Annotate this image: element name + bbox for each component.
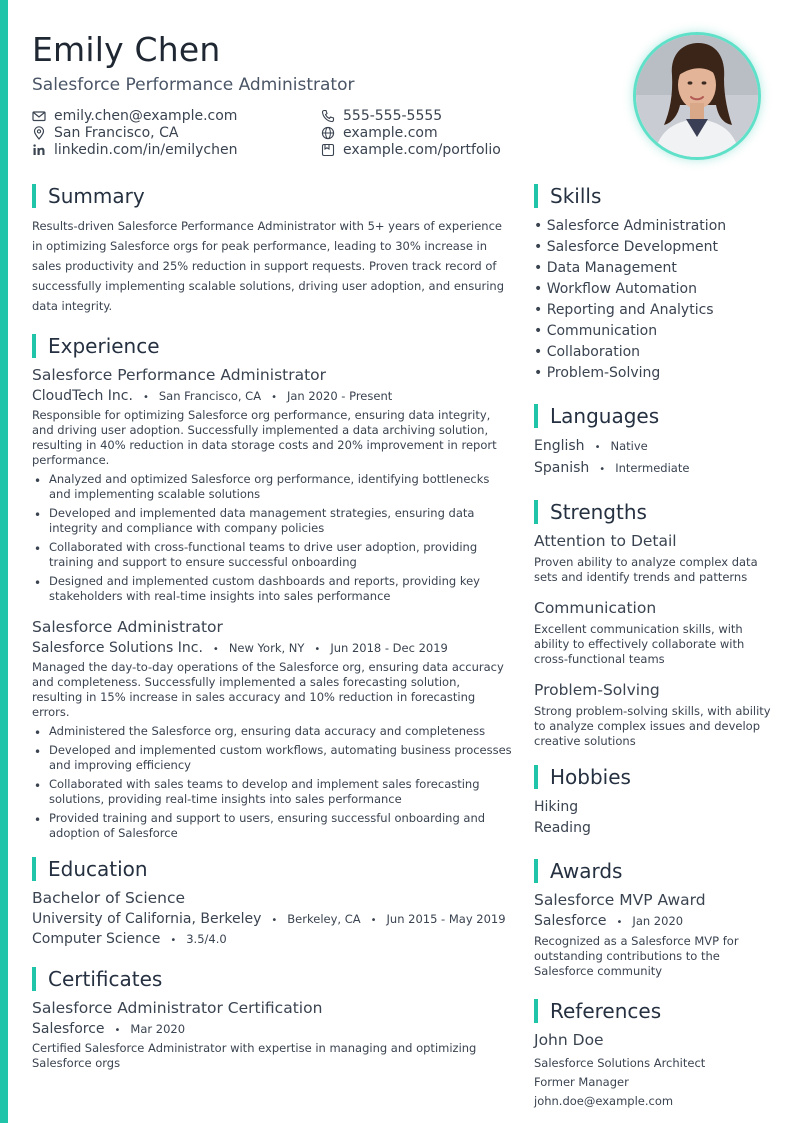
- separator-dot: •: [142, 392, 149, 403]
- strengths-section: [534, 500, 774, 749]
- separator-dot: •: [616, 917, 623, 928]
- award-meta: [534, 913, 774, 929]
- languages-heading: Languages: [534, 404, 774, 428]
- certificates-heading: Certificates: [32, 967, 512, 991]
- contact-website[interactable]: [321, 125, 438, 141]
- phone-text: 555-555-5555: [343, 108, 443, 124]
- job-company: Salesforce Solutions Inc.: [32, 640, 203, 656]
- gpa: 3.5/4.0: [186, 932, 227, 946]
- job-meta: [32, 640, 512, 656]
- language-level: Native: [610, 439, 648, 453]
- job-entry: [32, 366, 512, 604]
- separator-dot: •: [170, 935, 177, 946]
- portfolio-text: example.com/portfolio: [343, 142, 501, 158]
- skill-item: • Data Management: [534, 260, 677, 276]
- list-item: • Developed and implemented custom workflows, automating business processes and improving efficiency: [32, 743, 512, 773]
- email-text: emily.chen@example.com: [54, 108, 238, 124]
- skill-item: • Salesforce Administration: [534, 218, 727, 234]
- summary-section: [32, 184, 512, 316]
- languages-section: [534, 404, 774, 480]
- contact-portfolio[interactable]: [321, 142, 501, 158]
- strength-title: Attention to Detail: [534, 532, 677, 550]
- list-item: • Collaborated with cross-functional teams to drive user adoption, providing training and support to ensure successful onboarding: [32, 540, 512, 570]
- summary-heading: Summary: [32, 184, 512, 208]
- contact-linkedin[interactable]: [32, 142, 237, 158]
- left-column: [32, 184, 512, 1071]
- certificate-issuer: Salesforce: [32, 1021, 105, 1037]
- certificate-date: Mar 2020: [130, 1022, 186, 1036]
- profile-photo: [633, 32, 761, 160]
- website-text: example.com: [343, 125, 438, 141]
- reference-email[interactable]: john.doe@example.com: [534, 1094, 674, 1108]
- skill-item: • Workflow Automation: [534, 281, 697, 297]
- awards-heading: Awards: [534, 859, 774, 883]
- strength-text: Excellent communication skills, with ability to effectively collaborate with cross-functional teams: [534, 622, 745, 666]
- mail-icon: [32, 109, 46, 123]
- job-title: Salesforce Administrator: [32, 618, 223, 636]
- education-section: [32, 857, 512, 947]
- award-title: Salesforce MVP Award: [534, 891, 706, 909]
- list-item: • Provided training and support to users, ensuring successful onboarding and adoption of Salesforce: [32, 811, 512, 841]
- portrait-image: [636, 35, 758, 157]
- strength-title: Problem-Solving: [534, 681, 660, 699]
- skill-item: • Communication: [534, 323, 658, 339]
- list-item: • Collaborated with sales teams to develop and implement sales forecasting solutions, providing real-time insights into sales performance: [32, 777, 512, 807]
- job-description: Managed the day-to-day operations of the Salesforce org, ensuring data accuracy and completeness. Successfully implemented a sales forecasting solution, resulting in 15% increase in sales accuracy and 10% reduction in forecasting errors.: [32, 660, 504, 719]
- contact-location: [32, 125, 178, 141]
- hobby-item: Hiking: [534, 799, 579, 815]
- separator-dot: •: [271, 392, 277, 403]
- skill-item: • Reporting and Analytics: [534, 302, 714, 318]
- separator-dot: •: [599, 464, 606, 475]
- reference-name: John Doe: [534, 1031, 604, 1049]
- skills-list: [534, 216, 774, 384]
- language-level: Intermediate: [615, 461, 690, 475]
- separator-dot: •: [594, 442, 601, 453]
- education-meta: [32, 911, 512, 927]
- linkedin-icon: [32, 143, 46, 157]
- certificate-name: Salesforce Administrator Certification: [32, 999, 323, 1017]
- accent-bar: [0, 0, 8, 1123]
- portfolio-icon: [321, 143, 335, 157]
- list-item: • Analyzed and optimized Salesforce org performance, identifying bottlenecks and implementing scalable solutions: [32, 472, 512, 502]
- hobbies-heading: Hobbies: [534, 765, 774, 789]
- skill-item: • Salesforce Development: [534, 239, 718, 255]
- experience-heading: Experience: [32, 334, 512, 358]
- job-bullets: [32, 472, 512, 604]
- separator-dot: •: [271, 915, 278, 926]
- candidate-title: Salesforce Performance Administrator: [32, 75, 355, 95]
- separator-dot: •: [114, 1025, 121, 1036]
- job-meta: [32, 388, 512, 404]
- school-location: Berkeley, CA: [287, 912, 361, 926]
- location-pin-icon: [32, 126, 46, 140]
- references-heading: References: [534, 999, 774, 1023]
- summary-text: Results-driven Salesforce Performance Administrator with 5+ years of experience in optimizing Salesforce orgs for peak performance, leading to 30% increase in sales productivity and 25% reduction in support requests. Proven track record of successfully implementing scalable solutions, driving user adoption, and ensuring data integrity.: [32, 219, 504, 313]
- strengths-heading: Strengths: [534, 500, 774, 524]
- awards-section: [534, 859, 774, 979]
- job-title: Salesforce Performance Administrator: [32, 366, 327, 384]
- strength-item: [534, 532, 774, 585]
- job-bullets: [32, 724, 512, 841]
- separator-dot: •: [212, 644, 219, 655]
- reference-position: Salesforce Solutions Architect: [534, 1056, 706, 1070]
- strength-item: [534, 599, 774, 667]
- hobbies-section: [534, 765, 774, 839]
- list-item: • Designed and implemented custom dashboards and reports, providing key stakeholders with real-time insights into sales performance: [32, 574, 512, 604]
- job-location: San Francisco, CA: [158, 389, 262, 403]
- education-dates: Jun 2015 - May 2019: [386, 912, 506, 926]
- award-text: Recognized as a Salesforce MVP for outstanding contributions to the Salesforce community: [534, 934, 739, 978]
- school-name: University of California, Berkeley: [32, 911, 262, 927]
- education-heading: Education: [32, 857, 512, 881]
- linkedin-text: linkedin.com/in/emilychen: [54, 142, 238, 158]
- job-entry: [32, 618, 512, 841]
- strength-text: Proven ability to analyze complex data sets and identify trends and patterns: [534, 555, 758, 584]
- strength-title: Communication: [534, 599, 657, 617]
- skill-item: • Problem-Solving: [534, 365, 661, 381]
- skills-heading: Skills: [534, 184, 774, 208]
- job-dates: Jan 2020 - Present: [286, 389, 393, 403]
- location-text: San Francisco, CA: [54, 125, 179, 141]
- language-item: [534, 436, 774, 458]
- contact-email[interactable]: [32, 108, 237, 124]
- strength-item: [534, 681, 774, 749]
- job-company: CloudTech Inc.: [32, 388, 133, 404]
- field-of-study: Computer Science: [32, 931, 161, 947]
- job-location: New York, NY: [228, 641, 305, 655]
- separator-dot: •: [370, 915, 377, 926]
- certificate-description: Certified Salesforce Administrator with expertise in managing and optimizing Salesforce orgs: [32, 1041, 477, 1070]
- skills-section: [534, 184, 774, 384]
- experience-section: [32, 334, 512, 841]
- degree: Bachelor of Science: [32, 889, 186, 907]
- hobby-item: Reading: [534, 820, 591, 836]
- job-dates: Jun 2018 - Dec 2019: [330, 641, 448, 655]
- list-item: • Developed and implemented data management strategies, ensuring data integrity and compliance with company policies: [32, 506, 512, 536]
- phone-icon: [321, 109, 335, 123]
- references-section: [534, 999, 774, 1111]
- skill-item: • Collaboration: [534, 344, 641, 360]
- separator-dot: •: [314, 644, 321, 655]
- globe-icon: [321, 126, 335, 140]
- reference-relation: Former Manager: [534, 1075, 629, 1089]
- right-column: [534, 184, 774, 1111]
- award-issuer: Salesforce: [534, 913, 607, 929]
- language-item: [534, 458, 774, 480]
- list-item: • Administered the Salesforce org, ensuring data accuracy and completeness: [32, 724, 512, 739]
- certificates-section: [32, 967, 512, 1071]
- language-name: English: [534, 438, 585, 454]
- contact-phone[interactable]: [321, 108, 442, 124]
- award-date: Jan 2020: [632, 914, 684, 928]
- language-name: Spanish: [534, 460, 590, 476]
- certificate-meta: [32, 1021, 512, 1037]
- job-description: Responsible for optimizing Salesforce org performance, ensuring data integrity, and driving user adoption. Successfully implemented a data archiving solution, resulting in 40% reduction in data storage costs and 20% improvement in report performance.: [32, 408, 497, 467]
- strength-text: Strong problem-solving skills, with ability to analyze complex issues and develop creative solutions: [534, 704, 771, 748]
- field-meta: [32, 931, 512, 947]
- candidate-name: Emily Chen: [32, 30, 221, 69]
